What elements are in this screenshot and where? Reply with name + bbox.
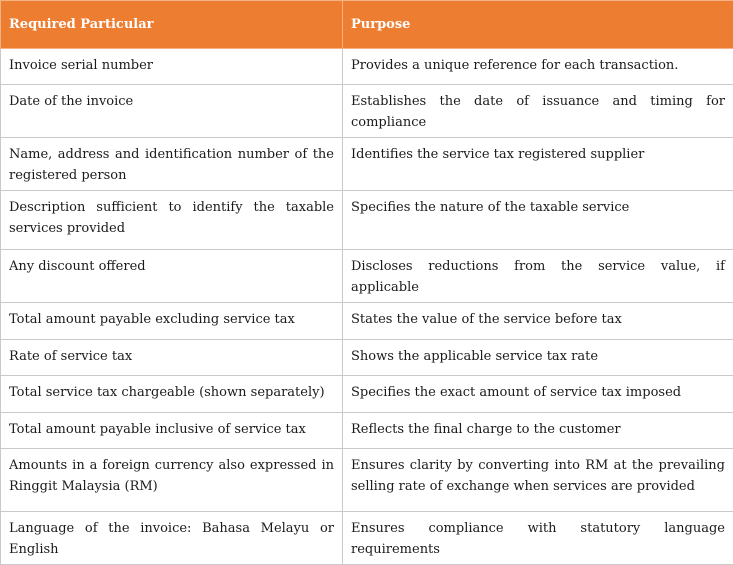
purpose-cell: Establishes the date of issuance and timing for compliance [343, 85, 733, 138]
particular-cell: Date of the invoice [1, 85, 343, 138]
particular-cell: Language of the invoice: Bahasa Melayu or English [1, 512, 343, 565]
purpose-cell: Identifies the service tax registered supplier [343, 138, 733, 191]
particular-cell: Any discount offered [1, 250, 343, 303]
table-row [1, 250, 733, 303]
particular-cell: Invoice serial number [1, 49, 343, 85]
header-purpose: Purpose [343, 1, 733, 49]
table-row [1, 85, 733, 138]
table-row [1, 303, 733, 340]
table-row [1, 413, 733, 449]
purpose-cell: Specifies the nature of the taxable service [343, 191, 733, 250]
table-row [1, 512, 733, 565]
particular-cell: Total amount payable excluding service tax [1, 303, 343, 340]
particular-cell: Total amount payable inclusive of service tax [1, 413, 343, 449]
table-row [1, 449, 733, 512]
purpose-cell: Shows the applicable service tax rate [343, 340, 733, 376]
purpose-cell: States the value of the service before tax [343, 303, 733, 340]
table-row [1, 49, 733, 85]
particular-cell: Rate of service tax [1, 340, 343, 376]
purpose-cell: Ensures clarity by converting into RM at the prevailing selling rate of exchange when services are provided [343, 449, 733, 512]
purpose-cell: Specifies the exact amount of service tax imposed [343, 376, 733, 413]
purpose-cell: Ensures compliance with statutory language requirements [343, 512, 733, 565]
table-header-row [1, 1, 733, 49]
header-required-particular: Required Particular [1, 1, 343, 49]
purpose-cell: Reflects the final charge to the customer [343, 413, 733, 449]
table-row [1, 376, 733, 413]
table-row [1, 138, 733, 191]
particular-cell: Total service tax chargeable (shown separately) [1, 376, 343, 413]
particular-cell: Description sufficient to identify the taxable services provided [1, 191, 343, 250]
purpose-cell: Provides a unique reference for each transaction. [343, 49, 733, 85]
table-row [1, 340, 733, 376]
table-row [1, 191, 733, 250]
particular-cell: Name, address and identification number of the registered person [1, 138, 343, 191]
purpose-cell: Discloses reductions from the service value, if applicable [343, 250, 733, 303]
particular-cell: Amounts in a foreign currency also expressed in Ringgit Malaysia (RM) [1, 449, 343, 512]
